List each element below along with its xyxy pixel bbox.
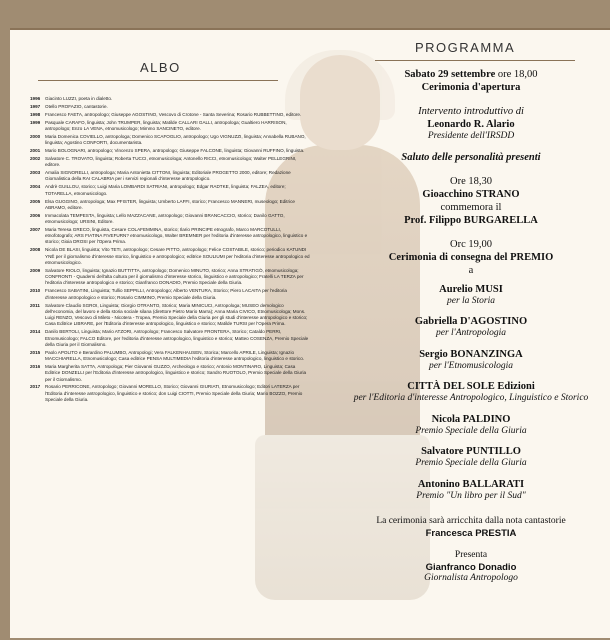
albo-entry <box>30 184 310 197</box>
a-label: a <box>468 264 474 276</box>
closing-name: Francesca PRESTIA <box>425 527 517 539</box>
top-border <box>0 0 610 28</box>
albo-entry <box>30 329 310 348</box>
albo-entry <box>30 288 310 301</box>
speaker-name: Gioacchino STRANO <box>422 188 520 200</box>
albo-entry <box>30 112 310 118</box>
albo-entry <box>30 268 310 287</box>
winners-list <box>340 283 602 511</box>
albo-entry <box>30 170 310 183</box>
award-ceremony: Cerimonia di consegna del PREMIO <box>388 251 554 263</box>
date-line: Sabato 29 settembre ore 18,00 <box>404 69 538 80</box>
albo-entry-year: 1997 <box>30 103 41 109</box>
albo-entry-year: 1998 <box>30 111 41 117</box>
winner-role: per la Storia <box>446 295 496 306</box>
host-name: Gianfranco Donadio <box>425 561 517 573</box>
winner-role: per l'Antropologia <box>435 328 507 338</box>
programma-block <box>340 68 602 585</box>
programma-heading: PROGRAMMA <box>415 40 516 55</box>
albo-entry-text: Paolo APOLITO e Berardino PALUMBO, Antropologi; Vera FALKENHAUSEN, Storica; Marcello APRILE, Linguista; Ignazio MACCHIARELLA, Etnomusicologo; Casa editrice PENSA MULTIMEDIA l'editoria d'interesse antropologico, linguistico e storico. <box>45 349 305 362</box>
albo-entry-year: 2006 <box>30 212 41 218</box>
commemora: commemora il <box>440 201 502 213</box>
albo-entry-text: Francesco FAETA, antropologo; Giuseppe AGOSTINO, Vescovo di Crotone - Santa Severina; Rosario RUBBETTINO, editore. <box>45 111 302 117</box>
albo-entry-year: 1996 <box>30 96 41 101</box>
albo-entry-year: 2009 <box>30 267 41 273</box>
albo-entry-year: 2007 <box>30 226 41 232</box>
winner-name: Nicola PALDINO <box>431 413 511 425</box>
albo-entry-text: Salvatore C. TROVATO, linguista; Roberta TUCCI, etnomusicologa; Antonello RICCI, etnomusicologo; Walter PELLEGRINI, editore. <box>45 155 297 168</box>
albo-entry-text: Maria Domenica COVIELLO, antropologa; Domenico SCAFOGLIO, antropologo; Ugo VIGNUZZI, linguista; Annabella RUBANO, linguista; Agostino CONFORTI, documentarista. <box>45 133 306 146</box>
albo-entry-year: 1999 <box>30 119 41 125</box>
winner-role: per l'Editoria d'interesse Antropologico, Linguistico e Storico <box>353 393 589 403</box>
programma-divider <box>375 60 575 61</box>
closing-line: La cerimonia sarà arricchita dalla nota cantastorie <box>376 516 566 526</box>
albo-divider <box>38 80 278 81</box>
albo-entry-year: 2011 <box>30 302 40 308</box>
winner-name: Sergio BONANZINGA <box>419 348 523 360</box>
albo-entry <box>30 350 310 363</box>
albo-list <box>30 96 310 405</box>
albo-entry-text: Nicola DE BLASI, linguista; Vito TETI, antropologo; Cesare PITTO, antropologo; Felice COSTABILE, storico; periodico KATUNDI YNË per il giornalismo d'interesse storico, linguistico e antropologico; editrice SOULIUMI per l'editoria d'interesse antropologico ed etnomusicologico. <box>45 247 310 265</box>
intro-role: Presidente dell'IRSDD <box>427 131 515 141</box>
albo-entry-text: Maria Teresa GRECO, linguista, Cesare COLAFEMMINA, storico; Ilario PRINCIPE etnografo, Marco MARCOTULLI, etnofotografo; ARS FIATINA FIVEFURN? etnomusicologo, Walter BREMNER per l'editoria d'interesse antropologico, linguistico e storico; Gioia DROSI per l'Opera Prima. <box>45 226 308 245</box>
albo-entry-text: Rosario PERRICONE, Antropologo; Giovanni MORELLO, Storico; Giovanni GIURIATI, Etnomusicologo; Editori LATERZA per l'Editoria d'interesse antropologico, linguistico e storico; don Luigi CIOTTI, Premio Speciale della Giuria; Mario BOZZO, Premio Speciale della Giuria. <box>45 384 303 403</box>
albo-entry-text: Salvatore RIOLO, linguista; Ignazio BUTTITTA, antropologo; Domenico MINUTO, storico; Anna STRATIGÒ, etnomusicologa; CONFRONTI - Quaderni dell'alta cultura per il giornalismo d'interesse storico, linguistico e antropologico; Fratelli LA TERZA per l'editoria d'interesse antropologico e storico; Gianfranco DONADIO, Premio Speciale della Giuria. <box>45 267 304 286</box>
opening-ceremony: Cerimonia d'apertura <box>421 82 521 93</box>
albo-entry-text: Salvatore Claudio SGROI, Linguista; Giorgio OTRANTO, Storico; Maria MINICUCI, Antropologa; MUSEO demologico dell'economia, del lavoro e della storia sociale silana (direttore Pietro Mario Marra); Anna Maria CIVICO, Etnomusicologa; Mons. Luigi RENZO, Vescovo di Mileto - Nicotera - Tropea, Premio Speciale della Giuria per gli studi d'interesse antropologico e storico; Casa Editrice LIBRARE, per l'Editoria d'interesse antropologico, linguistico e storico; Matilde TURSI per l'Opera Prima. <box>45 302 308 327</box>
albo-entry <box>30 148 310 154</box>
albo-entry <box>30 104 310 110</box>
albo-entry <box>30 364 310 383</box>
presents-label: Presenta <box>454 550 488 560</box>
albo-entry-year: 2010 <box>30 288 41 294</box>
albo-entry-text: Maria Margherita SATTA, Antropologa; Pier Giovanni GUZZO, Archeologo e storico; Antonio MONTINARO, Linguista; Casa Editrice DONZELLI per l'Editoria d'interesse antropologico, linguistico e storico; Sandro RUOTOLO, Premio Speciale della Giuria per il Giornalismo. <box>45 363 307 382</box>
albo-entry-year: 2008 <box>30 247 41 253</box>
albo-entry <box>30 247 310 266</box>
albo-entry-year: 2014 <box>30 329 41 335</box>
albo-entry-text: Giacinto LUZZI, poeta in dialetto. <box>45 96 113 101</box>
albo-entry <box>30 199 310 212</box>
albo-entry-text: Otello PROFAZIO, cantastorie. <box>45 103 108 109</box>
albo-entry-year: 2005 <box>30 198 41 204</box>
honoree-name: Prof. Filippo BURGARELLA <box>404 214 538 226</box>
winner-name: Salvatore PUNTILLO <box>421 446 521 457</box>
albo-entry <box>30 227 310 246</box>
albo-entry-text: Danilo BERTOLI, Linguista; Mario ATZORI, Antropologo; Francesco Salvatore FRONTERA, Storico; Cataldo PERRI, Etnomusicologo; FALCO Editore, per l'editoria d'interesse antropologico, linguistico e storico; Matteo COSENZA, Premio Speciale della Giuria per il Giornalismo. <box>45 329 309 347</box>
albo-entry-year: 2015 <box>30 349 41 355</box>
albo-entry-text: Elsa GUGGINO, antropologa; Max PFISTER, linguista; Umberto LAFFI, storico; Francesco MANNERI, museologo; Editrice ABRAMO, editore. <box>45 198 295 210</box>
winner-role: Premio Speciale della Giuria <box>415 425 527 436</box>
albo-entry <box>30 384 310 403</box>
albo-entry-year: 2016 <box>30 363 41 369</box>
winner-role: per l'Etnomusicologia <box>428 360 514 371</box>
albo-heading: ALBO <box>140 60 181 75</box>
winner-role: Premio Speciale della Giuria <box>415 458 527 468</box>
albo-entry-text: Andrè GUILLOU, storico; Luigi Maria LOMBARDI SATRIANI, antropologo; Edgar RADTKE, linguista; FALZEA, editore; TOTARELLA, etnomusicologo. <box>45 184 286 196</box>
albo-entry-text: Pasquale CARAFO, linguista; John TRUMPER, linguista; Matilde CALLARI GALLI, antropologa; Gualtiero HARRISON, antropologo; Enzo LA VENA, etnomusicologo; Mimmo SANCINETO, editore. <box>45 119 287 131</box>
winner-role: Premio "Un libro per il Sud" <box>416 490 526 501</box>
albo-entry-year: 2001 <box>30 148 41 154</box>
albo-entry-year: 2017 <box>30 384 41 390</box>
intro-name: Leonardo R. Alario <box>427 119 515 130</box>
albo-entry <box>30 213 310 226</box>
intro-label: Intervento introduttivo di <box>418 106 524 117</box>
albo-entry-text: Francesco SABATINI, Linguista; Tullio SEPPILLI, Antropologo; Alberto VENTURA, Storico; Piero LACAITA per l'editoria d'interesse antropologico e storico; Rosario CIMMINO, Premio Speciale della Giuria. <box>45 288 287 300</box>
albo-entry <box>30 303 310 328</box>
albo-entry <box>30 96 310 102</box>
winner-name: Antonino BALLARATI <box>417 478 525 490</box>
winner-name: CITTÀ DEL SOLE Edizioni <box>407 381 535 392</box>
albo-entry-text: Amalia SIGNORELLI, antropologa; Maria Antonietta CITTONI, linguista; Editoriale PROGETTO 2000, editore; Redazione Giornalistica della RAI CALABRIA per i servizi regionali d'interesse antropologico. <box>45 170 291 182</box>
albo-entry-year: 2002 <box>30 155 41 161</box>
albo-entry <box>30 156 310 169</box>
albo-entry <box>30 134 310 147</box>
winner-name: Aurelio MUSI <box>439 283 503 295</box>
time-1830: Ore 18,30 <box>450 175 492 187</box>
albo-entry <box>30 120 310 133</box>
greetings: Saluto delle personalità presenti <box>401 151 541 163</box>
albo-entry-year: 2004 <box>30 184 41 190</box>
albo-entry-text: Mario BOLOGNARI, antropologo; Vincenzo SPERA, antropologo; Giuseppe FALCONE, linguista; Giovanni RUFFINO, linguista. <box>45 148 305 154</box>
time-1900: Orc 19,00 <box>450 238 492 250</box>
winner-name: Gabriella D'AGOSTINO <box>414 316 528 327</box>
albo-entry-text: Immacolata TEMPESTA, linguista; Lello MAZZACANE, antropologo; Giovanni BRANCACCIO, storico; Danilo GATTO, etnomusicologo; URSINI, Editore. <box>45 212 285 224</box>
albo-entry-year: 2003 <box>30 170 41 176</box>
host-role: Giornalista Antropologo <box>424 573 518 583</box>
albo-entry-year: 2000 <box>30 133 41 139</box>
